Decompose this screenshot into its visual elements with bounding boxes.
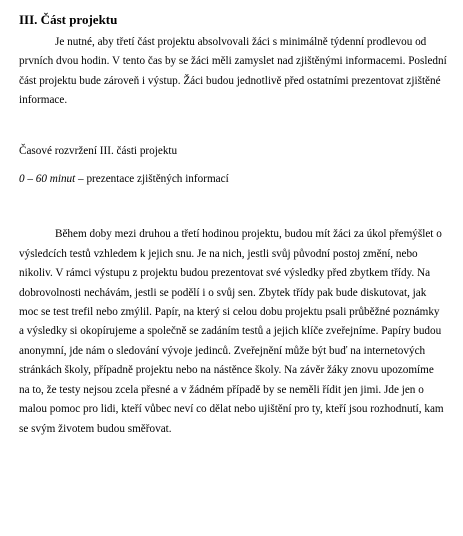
main-line: nikoliv. V rámci výstupu z projektu budou prezentovat své výsledky před zbytkem třídy. Na (19, 267, 431, 280)
schedule-time: 0 – 60 minut (19, 173, 76, 186)
schedule-separator: – (75, 173, 87, 186)
main-line: malou pomoc pro lidi, kteří vůbec neví co dělat nebo ujištění pro ty, kteří jsou rozhodnutí, (19, 403, 422, 416)
schedule-item (19, 170, 447, 189)
main-line: a výsledky si okopírujeme a společně se zadáním testů a jejich klíče zveřejníme. Papíry budou (19, 325, 442, 338)
schedule-heading: Časové rozvržení III. části projektu (19, 144, 178, 157)
schedule-activity: prezentace zjištěných informací (86, 173, 229, 186)
main-line: výsledcích testů vzhledem k jejich snu. Je na nich, jestli svůj původní postoj změní, nebo (19, 247, 418, 260)
main-line: Během doby mezi druhou a třetí hodinou projektu, budou mít žáci za úkol přemýšlet o (55, 228, 442, 241)
intro-line: prvních dvou hodin. V tento čas by se žáci měli zamyslet nad zjištěnými informacemi. (19, 55, 406, 68)
main-paragraph (19, 225, 447, 438)
main-line: moc se test trefil nebo zmýlil. Papír, na který si celou dobu projektu psali průběžné poznámky (19, 306, 440, 319)
intro-line: prezentovat zjištěné informace. (19, 74, 441, 107)
main-line: stránkách školy, případně projektu nebo na nástěnce školy. Na závěr žáky znovu upozomíme (19, 364, 434, 377)
intro-line: Poslední část projektu bude zároveň i výstup. Žáci budou jednotlivě před ostatními (19, 55, 447, 87)
main-line: kam se svým životem budou směřovat. (19, 403, 444, 435)
intro-paragraph (19, 33, 447, 111)
main-line: na to, že testy nejsou zcela přesné a v žádném případě by se neměli řídit jen jimi. Jde jen o (19, 383, 424, 396)
main-line: dobrovolnosti nechávám, jestli se podělí i o svůj sen. Zbytek třídy pak bude diskutovat, jak (19, 286, 427, 299)
main-line: anonymní, jde nám o sledování vývoje jedinců. Zveřejnění může být buď na internetových (19, 344, 426, 357)
document-page (19, 10, 447, 439)
intro-line: Je nutné, aby třetí část projektu absolvovali žáci s minimálně týdenní prodlevou od (55, 36, 427, 48)
section-heading: III. Část projektu (19, 12, 118, 27)
